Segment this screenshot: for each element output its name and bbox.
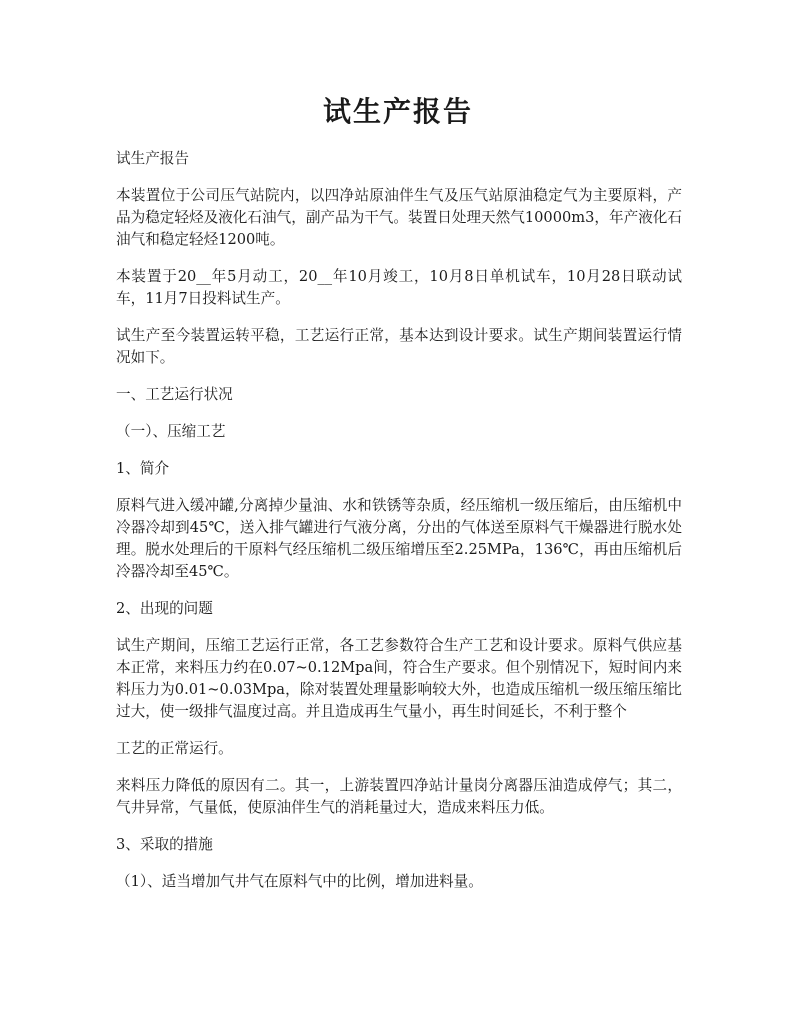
document-title: 试生产报告 [322,95,473,128]
paragraph-schedule: 本装置于20__年5月动工，20__年10月竣工，10月8日单机试车，10月28日联动试车，11月7日投料试生产。 [116,268,682,307]
paragraph-introduction: 原料气进入缓冲罐,分离掉少量油、水和铁锈等杂质，经压缩机一级压缩后，由压缩机中冷器冷却到45℃，送入排气罐进行气液分离，分出的气体送至原料气干燥器进行脱水处理。脱水处理后的干原料气经压缩机二级压缩增压至2.25MPa，136℃，再由压缩机后冷器冷却至45℃。 [116,497,682,580]
paragraph-overview: 本装置位于公司压气站院内，以四净站原油伴生气及压气站原油稳定气为主要原料，产品为稳定轻烃及液化石油气，副产品为干气。装置日处理天然气10000m3，年产液化石油气和稳定轻烃1200吨。 [116,187,682,248]
heading-introduction: 1、简介 [116,460,170,477]
heading-compression-process: （一）、压缩工艺 [116,423,226,440]
heading-measures: 3、采取的措施 [116,836,213,853]
paragraph-problems-continued: 工艺的正常运行。 [116,740,233,757]
paragraph-status: 试生产至今装置运转平稳，工艺运行正常，基本达到设计要求。试生产期间装置运行情况如下。 [116,327,682,366]
paragraph-causes: 来料压力降低的原因有二。其一，上游装置四净站计量岗分离器压油造成停气；其二，气井异常，气量低，使原油伴生气的消耗量过大，造成来料压力低。 [116,777,682,816]
paragraph-measure-1: （1）、适当增加气井气在原料气中的比例，增加进料量。 [116,873,483,890]
heading-process-status: 一、工艺运行状况 [116,386,233,403]
paragraph-problems: 试生产期间，压缩工艺运行正常，各工艺参数符合生产工艺和设计要求。原料气供应基本正常，来料压力约在0.07~0.12Mpa间，符合生产要求。但个别情况下，短时间内来料压力为0.01~0.03Mpa，除对装置处理量影响较大外，也造成压缩机一级压缩压缩比过大，使一级排气温度过高。并且造成再生气量小，再生时间延长，不利于整个 [116,637,682,720]
heading-problems: 2、出现的问题 [116,600,213,617]
paragraph-subtitle: 试生产报告 [116,150,189,167]
document-body [116,148,682,908]
